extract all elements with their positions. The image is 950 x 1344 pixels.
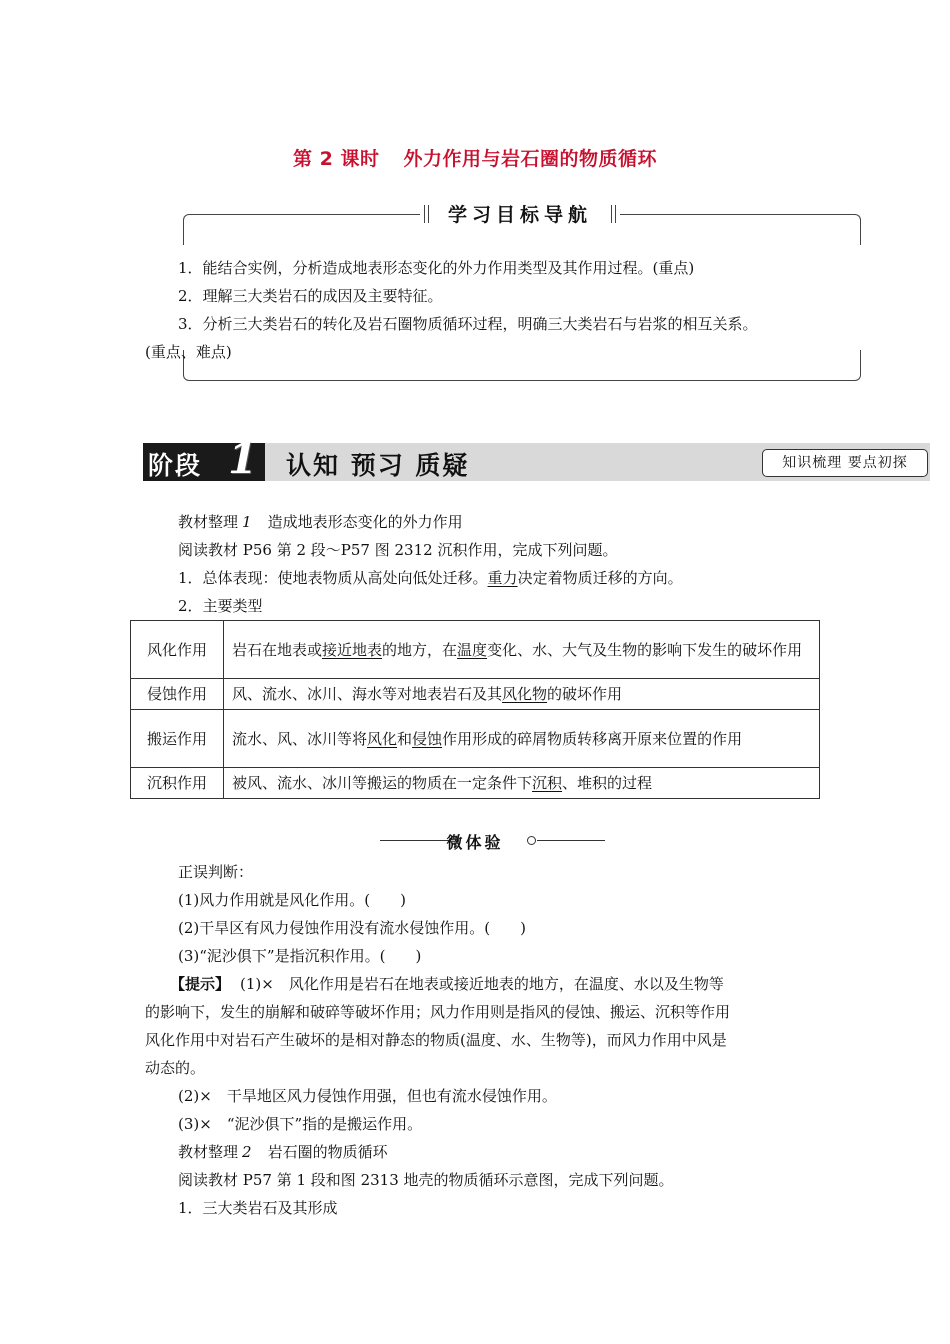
section-heading: 教材整理 1 造成地表形态变化的外力作用 xyxy=(178,513,463,531)
stage-title: 认知 预习 质疑 xyxy=(286,451,470,480)
row-name: 侵蚀作用 xyxy=(131,679,224,710)
hint-line: 风化作用中对岩石产生破坏的是相对静态的物质(温度、水、生物等)，而风力作用中风是 xyxy=(145,1031,727,1049)
question: (1)风力作用就是风化作用。( ) xyxy=(178,891,406,909)
row-desc: 被风、流水、冰川等搬运的物质在一定条件下沉积、堆积的过程 xyxy=(224,768,820,799)
goal-item: 3．分析三大类岩石的转化及岩石圈物质循环过程，明确三大类岩石与岩浆的相互关系。 xyxy=(178,315,758,333)
row-desc: 风、流水、冰川、海水等对地表岩石及其风化物的破坏作用 xyxy=(224,679,820,710)
answer: (2)× 干旱地区风力侵蚀作用强，但也有流水侵蚀作用。 xyxy=(178,1087,557,1105)
lesson-topic: 外力作用与岩石圈的物质循环 xyxy=(403,148,657,170)
table-row xyxy=(131,768,820,799)
goals-box-bottom xyxy=(183,350,861,381)
goal-item: 1．能结合实例，分析造成地表形态变化的外力作用类型及其作用过程。(重点) xyxy=(178,259,695,277)
row-name: 搬运作用 xyxy=(131,710,224,768)
stage-tag: 知识梳理 要点初探 xyxy=(762,449,928,477)
page-title xyxy=(0,144,950,171)
row-name: 风化作用 xyxy=(131,621,224,679)
external-force-table xyxy=(130,620,820,799)
row-desc: 岩石在地表或接近地表的地方，在温度变化、水、大气及生物的影响下发生的破坏作用 xyxy=(224,621,820,679)
question: (3)“泥沙俱下”是指沉积作用。( ) xyxy=(178,947,422,965)
stage-number: 1 xyxy=(228,434,258,483)
stage-word: 阶段 xyxy=(148,451,203,480)
divider-dot-right xyxy=(527,836,536,845)
lesson-number: 第 2 课时 xyxy=(293,148,380,170)
goal-item: 2．理解三大类岩石的成因及主要特征。 xyxy=(178,287,443,305)
table-row xyxy=(131,679,820,710)
answer-blank: 重力 xyxy=(487,569,518,587)
hint-line: 的影响下，发生的崩解和破碎等破坏作用；风力作用则是指风的侵蚀、搬运、沉积等作用 xyxy=(145,1003,731,1021)
answer: (3)× “泥沙俱下”指的是搬运作用。 xyxy=(178,1115,423,1133)
goal-item-tail: (重点、难点) xyxy=(145,343,232,361)
question: (2)干旱区有风力侵蚀作用没有流水侵蚀作用。( ) xyxy=(178,919,526,937)
read-instruction: 阅读教材 P56 第 2 段～P57 图 2312 沉积作用，完成下列问题。 xyxy=(178,541,618,559)
hint-label: 【提示】 xyxy=(170,975,231,993)
judge-label: 正误判断： xyxy=(178,863,254,881)
table-row xyxy=(131,621,820,679)
section-heading: 教材整理 2 岩石圈的物质循环 xyxy=(178,1143,388,1161)
hint-line: 动态的。 xyxy=(145,1059,206,1077)
point-2: 2．主要类型 xyxy=(178,597,263,615)
row-name: 沉积作用 xyxy=(131,768,224,799)
point-1: 1．三大类岩石及其形成 xyxy=(178,1199,338,1217)
point-1: 1．总体表现：使地表物质从高处向低处迁移。重力决定着物质迁移的方向。 xyxy=(178,569,683,587)
mini-label: 微体验 xyxy=(446,833,504,852)
read-instruction: 阅读教材 P57 第 1 段和图 2313 地壳的物质循环示意图，完成下列问题。 xyxy=(178,1171,674,1189)
table-row xyxy=(131,710,820,768)
divider-line-right xyxy=(537,840,605,841)
goals-header: 学习目标导航 xyxy=(420,200,620,228)
hint-line: 【提示】 (1)× 风化作用是岩石在地表或接近地表的地方，在温度、水以及生物等 xyxy=(170,975,724,993)
row-desc: 流水、风、冰川等将风化和侵蚀作用形成的碎屑物质转移离开原来位置的作用 xyxy=(224,710,820,768)
